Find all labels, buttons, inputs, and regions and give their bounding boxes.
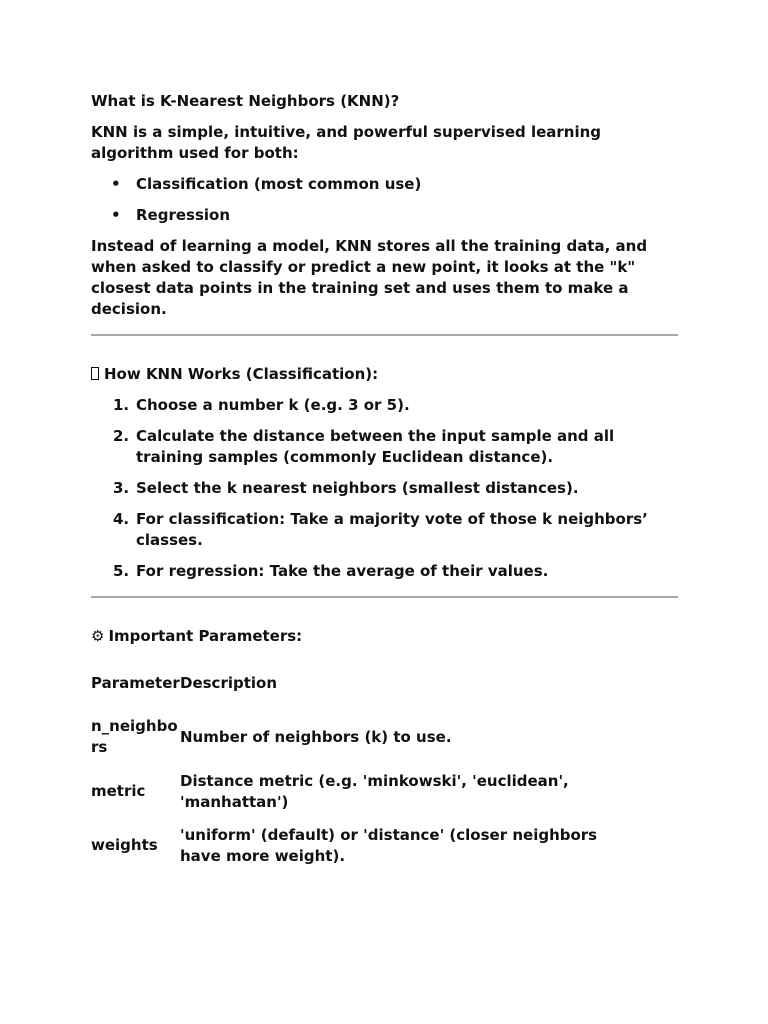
params-section-heading	[91, 626, 678, 647]
step-text: Select the k nearest neighbors (smallest distances).	[136, 479, 579, 497]
document-title: What is K-Nearest Neighbors (KNN)?	[91, 92, 400, 110]
document-page	[91, 91, 678, 873]
list-item	[91, 174, 678, 195]
table-row	[91, 709, 610, 765]
list-item	[91, 395, 678, 416]
param-desc-cell: Distance metric (e.g. 'minkowski', 'euclidean', 'manhattan')	[180, 771, 569, 811]
param-desc-cell: 'uniform' (default) or 'distance' (closer neighbors have more weight).	[180, 825, 598, 865]
how-section-title: How KNN Works (Classification):	[104, 365, 379, 383]
parameters-table	[91, 657, 610, 873]
table-row	[91, 818, 610, 873]
list-item-text: Classification (most common use)	[136, 175, 422, 193]
intro-paragraph: KNN is a simple, intuitive, and powerful supervised learning algorithm used for both:	[91, 123, 602, 162]
table-row	[91, 765, 610, 818]
bullet-icon: •	[111, 175, 121, 193]
step-number: 1.	[113, 396, 130, 414]
list-item	[91, 561, 678, 582]
step-text: For classification: Take a majority vote of those k neighbors’ classes.	[136, 510, 648, 549]
table-header-row	[91, 657, 610, 709]
param-name-cell: metric	[91, 782, 146, 800]
step-number: 4.	[113, 510, 130, 528]
how-section-heading	[91, 364, 678, 385]
section-divider	[91, 596, 678, 598]
param-name-cell: n_neighbors	[91, 717, 178, 756]
step-number: 5.	[113, 562, 130, 580]
list-item	[91, 205, 678, 226]
section-divider	[91, 334, 678, 336]
steps-list	[91, 395, 678, 582]
body-paragraph: Instead of learning a model, KNN stores all the training data, and when asked to classify or predict a new point, it looks at the "k" closest data points in the training set and uses them to make a decision.	[91, 237, 648, 318]
list-item-text: Regression	[136, 206, 231, 224]
missing-glyph-icon	[91, 367, 99, 380]
step-text: Choose a number k (e.g. 3 or 5).	[136, 396, 410, 414]
step-number: 2.	[113, 427, 130, 445]
list-item	[91, 426, 678, 468]
list-item	[91, 478, 678, 499]
bullet-icon: •	[111, 206, 121, 224]
use-case-list	[91, 174, 678, 226]
param-name-cell: weights	[91, 836, 158, 854]
gear-icon: ⚙	[91, 627, 105, 645]
param-desc-cell: Number of neighbors (k) to use.	[180, 727, 452, 746]
table-header-cell: Parameter	[91, 673, 180, 692]
step-text: Calculate the distance between the input sample and all training samples (commonly Euclidean distance).	[136, 427, 615, 466]
list-item	[91, 509, 678, 551]
params-section-title: Important Parameters:	[108, 627, 303, 645]
step-text: For regression: Take the average of their values.	[136, 562, 549, 580]
step-number: 3.	[113, 479, 130, 497]
table-header-cell: Description	[180, 673, 278, 692]
